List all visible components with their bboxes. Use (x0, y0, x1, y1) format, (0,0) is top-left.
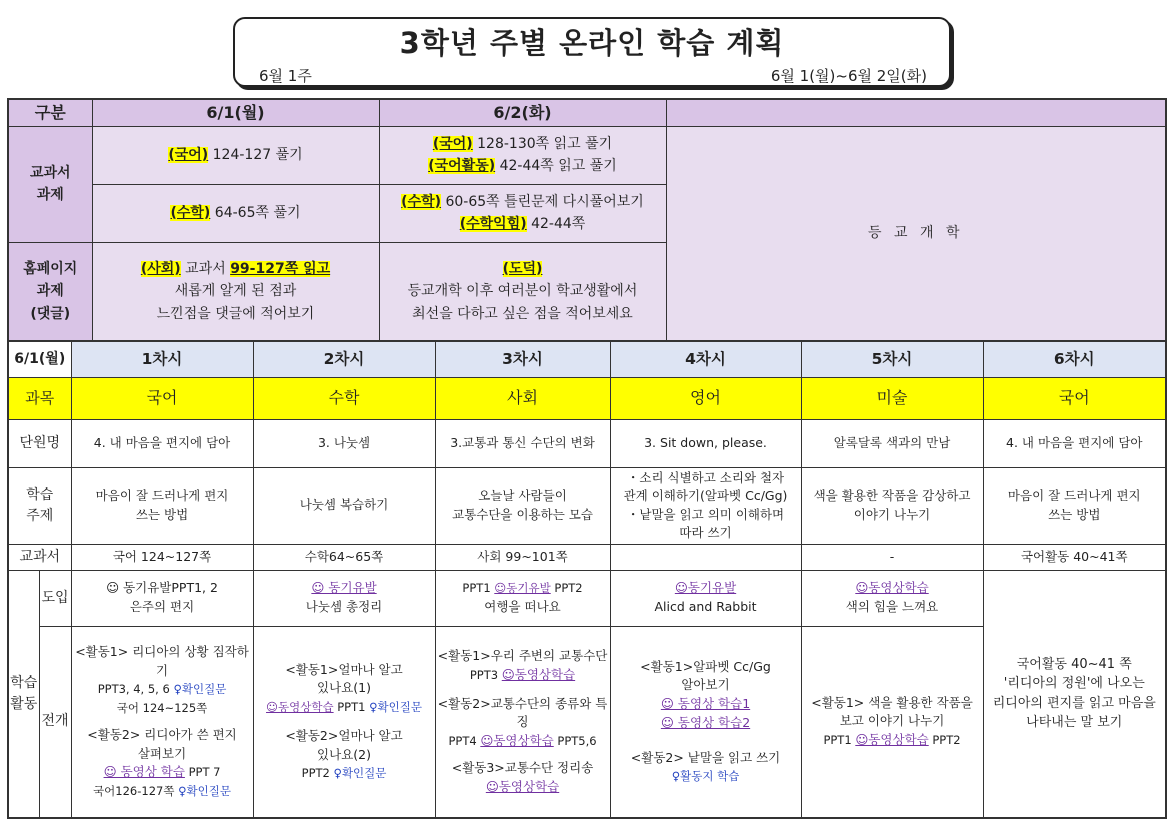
page-title: 3학년 주별 온라인 학습 계획 (399, 26, 785, 60)
plan-d1-korean: (국어) 124-127 풀기 (92, 126, 379, 184)
dev-cell-5: <활동1> 색을 활용한 작품을 보고 이야기 나누기 PPT1 ☺동영상학습 PPT2 (801, 626, 983, 818)
unit-cell: 4. 내 마음을 편지에 담아 (71, 419, 253, 467)
unit-label: 단원명 (8, 419, 71, 467)
textbook-cell: 사회 99~101쪽 (435, 544, 610, 570)
topic-cell: 마음이 잘 드러나게 편지 쓰는 방법 (71, 467, 253, 544)
plan-empty-header (666, 99, 1166, 126)
period-header: 2차시 (253, 341, 435, 377)
unit-cell: 3. 나눗셈 (253, 419, 435, 467)
subject-cell: 국어 (983, 377, 1166, 419)
subject-label: 과목 (8, 377, 71, 419)
period-header: 5차시 (801, 341, 983, 377)
intro-cell: ☺동영상학습 색의 힘을 느껴요 (801, 570, 983, 626)
activity-label: 학습 활동 (8, 570, 39, 818)
plan-day1-header: 6/1(월) (92, 99, 379, 126)
subject-cell: 수학 (253, 377, 435, 419)
check-question-link[interactable]: ♀확인질문 (173, 682, 227, 697)
schedule-day: 6/1(월) (8, 341, 71, 377)
period-header: 1차시 (71, 341, 253, 377)
plan-d1-homepage: (사회) 교과서 99-127쪽 읽고 새롭게 알게 된 점과 느낀점을 댓글에 적어보기 (92, 242, 379, 341)
dev-label: 전개 (39, 626, 71, 818)
topic-cell: 오늘날 사람들이 교통수단을 이용하는 모습 (435, 467, 610, 544)
textbook-cell: 국어 124~127쪽 (71, 544, 253, 570)
intro-cell: ☺ 동기유발 나눗셈 총정리 (253, 570, 435, 626)
motivation-link[interactable]: ☺동기유발 (674, 580, 737, 596)
video-link[interactable]: ☺동영상학습 (855, 580, 929, 596)
week-label: 6월 1주 (259, 67, 312, 85)
dev-cell-3: <활동1>우리 주변의 교통수단 PPT3 ☺동영상학습 <활동2>교통수단의 종류와 특징 PPT4 ☺동영상학습 PPT5,6 <활동3>교통수단 정리송 ☺동영상학습 (435, 626, 610, 818)
topic-cell: ・소리 식별하고 소리와 철자 관계 이해하기(알파벳 Cc/Gg) ・낱말을 읽고 의미 이해하며 따라 쓰기 (610, 467, 801, 544)
intro-cell: ☺ 동기유발PPT1, 2 은주의 편지 (71, 570, 253, 626)
topic-cell: 마음이 잘 드러나게 편지 쓰는 방법 (983, 467, 1166, 544)
video-link[interactable]: ☺동영상학습 (485, 778, 560, 794)
check-question-link[interactable]: ♀확인질문 (333, 766, 387, 781)
subject-cell: 사회 (435, 377, 610, 419)
video-link[interactable]: ☺동영상학습 (480, 733, 554, 749)
daily-schedule-table (7, 340, 1167, 819)
video-link-2[interactable]: ☺ 동영상 학습2 (660, 714, 751, 730)
motivation-link[interactable]: ☺동기유발 (494, 581, 551, 596)
textbook-cell: 수학64~65쪽 (253, 544, 435, 570)
plan-d1-math: (수학) 64-65쪽 풀기 (92, 184, 379, 242)
unit-cell: 4. 내 마음을 편지에 담아 (983, 419, 1166, 467)
plan-school-opening: 등 교 개 학 (666, 126, 1166, 341)
title-box (233, 17, 951, 87)
textbook-cell: 국어활동 40~41쪽 (983, 544, 1166, 570)
subject-cell: 미술 (801, 377, 983, 419)
video-link[interactable]: ☺동영상학습 (266, 700, 334, 714)
period-header: 4차시 (610, 341, 801, 377)
textbook-label: 교과서 (8, 544, 71, 570)
subject-cell: 국어 (71, 377, 253, 419)
topic-label: 학습 주제 (8, 467, 71, 544)
plan-col-header: 구분 (8, 99, 92, 126)
period-header: 6차시 (983, 341, 1166, 377)
textbook-cell (610, 544, 801, 570)
intro-cell: PPT1 ☺동기유발 PPT2 여행을 떠나요 (435, 570, 610, 626)
plan-d2-math: (수학) 60-65쪽 틀린문제 다시풀어보기 (수학익힘) 42-44쪽 (379, 184, 666, 242)
intro-cell: ☺동기유발 Alicd and Rabbit (610, 570, 801, 626)
video-link[interactable]: ☺ 동영상 학습 (103, 764, 185, 780)
intro-label: 도입 (39, 570, 71, 626)
period-header: 3차시 (435, 341, 610, 377)
period-label: 6월 1(월)~6월 2일(화) (770, 67, 927, 85)
plan-row-homepage: 홈페이지 과제 (댓글) (8, 242, 92, 341)
dev-cell-6: 국어활동 40~41 쪽 '리디아의 정원'에 나오는 리디아의 편지를 읽고 마음을 나타내는 말 보기 (983, 570, 1166, 818)
plan-d2-korean: (국어) 128-130쪽 읽고 풀기 (국어활동) 42-44쪽 읽고 풀기 (379, 126, 666, 184)
topic-cell: 나눗셈 복습하기 (253, 467, 435, 544)
subject-cell: 영어 (610, 377, 801, 419)
video-link[interactable]: ☺동영상학습 (855, 732, 929, 748)
video-link-1[interactable]: ☺ 동영상 학습1 (660, 696, 751, 711)
weekly-plan-table (7, 98, 1167, 342)
unit-cell: 3.교통과 통신 수단의 변화 (435, 419, 610, 467)
worksheet-link[interactable]: ♀활동지 학습 (671, 769, 740, 784)
dev-cell-1: <활동1> 리디아의 상황 짐작하기 PPT3, 4, 5, 6 ♀확인질문 국어 124~125쪽 <활동2> 리디아가 쓴 편지 살펴보기 ☺ 동영상 학습 PPT 7 국어126-127쪽 ♀확인질문 (71, 626, 253, 818)
plan-day2-header: 6/2(화) (379, 99, 666, 126)
check-question-link[interactable]: ♀확인질문 (178, 784, 231, 798)
dev-cell-2: <활동1>얼마나 알고 있나요(1) ☺동영상학습 PPT1 ♀확인질문 <활동2>얼마나 알고 있나요(2) PPT2 ♀확인질문 (253, 626, 435, 818)
plan-row-textbook: 교과서 과제 (8, 126, 92, 242)
plan-d2-homepage: (도덕) 등교개학 이후 여러분이 학교생활에서 최선을 다하고 싶은 점을 적어보세요 (379, 242, 666, 341)
check-question-link[interactable]: ♀확인질문 (369, 700, 422, 714)
video-link[interactable]: ☺동영상학습 (501, 666, 576, 682)
unit-cell: 알록달록 색과의 만남 (801, 419, 983, 467)
dev-cell-4: <활동1>알파벳 Cc/Gg 알아보기 ☺ 동영상 학습1 ☺ 동영상 학습2 <활동2> 낱말을 읽고 쓰기 ♀활동지 학습 (610, 626, 801, 818)
unit-cell: 3. Sit down, please. (610, 419, 801, 467)
topic-cell: 색을 활용한 작품을 감상하고 이야기 나누기 (801, 467, 983, 544)
motivation-link[interactable]: ☺ 동기유발 (311, 580, 377, 596)
textbook-cell: - (801, 544, 983, 570)
